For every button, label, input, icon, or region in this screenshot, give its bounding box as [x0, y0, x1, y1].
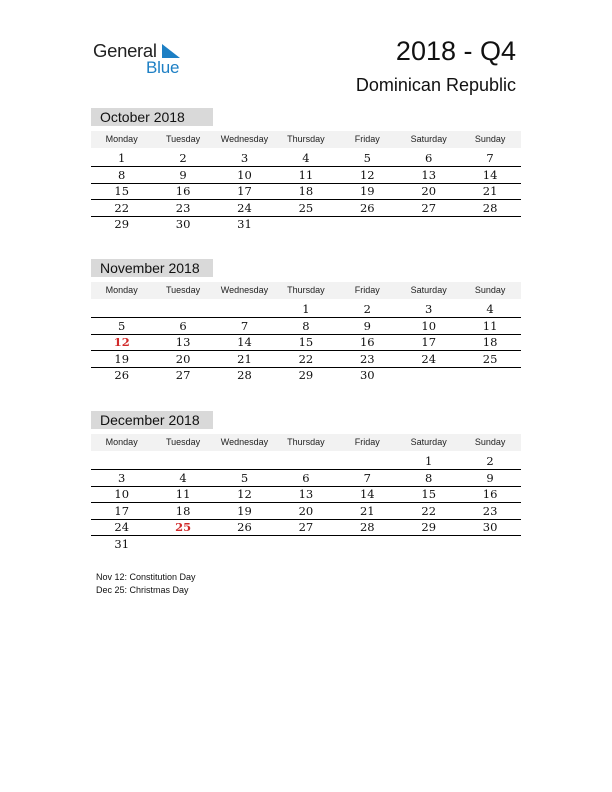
- weekday-label: Friday: [354, 437, 380, 447]
- day-cell: 12: [359, 167, 375, 182]
- weekday-label: Thursday: [287, 437, 325, 447]
- day-cell: 4: [486, 302, 494, 316]
- day-cell: 15: [421, 487, 437, 502]
- day-cell: 29: [114, 217, 130, 232]
- month-title: October 2018: [91, 108, 213, 126]
- day-cell: 5: [240, 470, 249, 485]
- holiday-notes: [96, 571, 196, 596]
- day-cell: 5: [363, 151, 371, 165]
- week-row: [91, 301, 521, 318]
- day-cell: 21: [237, 351, 252, 366]
- week-row: [91, 318, 521, 335]
- weekday-label: Friday: [354, 134, 380, 144]
- logo-text-blue: Blue: [146, 58, 180, 77]
- day-cell: 11: [298, 167, 314, 182]
- day-cell: 13: [421, 167, 437, 182]
- weekday-label: Wednesday: [220, 285, 269, 295]
- day-cell: 24: [237, 200, 252, 215]
- day-cell: 31: [114, 537, 130, 551]
- weekday-header: [91, 131, 521, 148]
- week-row: [91, 334, 521, 351]
- day-cell: 22: [298, 351, 314, 366]
- week-row: [91, 453, 521, 470]
- weekday-label: Wednesday: [220, 437, 269, 447]
- day-cell: 27: [421, 200, 437, 215]
- day-cell: 27: [175, 368, 191, 383]
- day-cell: 20: [175, 351, 191, 366]
- day-cell: 14: [359, 487, 375, 502]
- day-cell: 8: [302, 318, 310, 333]
- day-cell: 22: [421, 503, 437, 518]
- day-cell: 29: [421, 520, 437, 535]
- weekday-label: Monday: [105, 285, 138, 295]
- weekday-label: Sunday: [474, 285, 506, 295]
- day-cell: 5: [118, 318, 126, 333]
- weekday-label: Sunday: [474, 134, 506, 144]
- day-cell: 3: [425, 302, 433, 316]
- week-row: [91, 536, 521, 552]
- day-cell: 20: [298, 503, 314, 518]
- day-cell: 11: [175, 487, 191, 502]
- weekday-header: [91, 282, 521, 299]
- month-block: [91, 259, 521, 386]
- weekday-label: Thursday: [287, 285, 325, 295]
- day-cell: 12: [237, 487, 252, 502]
- day-cell: 17: [114, 503, 130, 518]
- day-cell: 1: [118, 151, 126, 165]
- day-cell: 30: [175, 217, 191, 232]
- month-block: [91, 108, 521, 235]
- week-row: [91, 486, 521, 503]
- weekday-label: Monday: [105, 134, 138, 144]
- day-cell: 21: [359, 503, 375, 518]
- day-cell: 19: [359, 184, 375, 199]
- day-cell: 27: [298, 520, 314, 535]
- weekday-label: Sunday: [474, 437, 506, 447]
- day-cell: 15: [114, 184, 130, 199]
- day-cell: 14: [482, 167, 498, 182]
- logo-text-general: General: [93, 40, 157, 61]
- weekday-label: Wednesday: [220, 134, 269, 144]
- weekday-label: Tuesday: [165, 285, 201, 295]
- day-cell: 25: [298, 200, 314, 215]
- day-cell: 10: [237, 167, 252, 182]
- day-cell: 31: [237, 217, 252, 232]
- week-row: [91, 470, 521, 487]
- day-cell: 23: [175, 200, 191, 215]
- day-cell: 18: [175, 503, 191, 518]
- day-cell: 28: [359, 520, 375, 535]
- weekday-label: Saturday: [410, 437, 447, 447]
- day-cell: 9: [486, 470, 494, 485]
- week-row: [91, 216, 521, 232]
- weekday-label: Thursday: [287, 134, 325, 144]
- day-cell: 11: [482, 318, 498, 333]
- week-row: [91, 150, 521, 167]
- page-title: 2018 - Q4: [395, 36, 516, 66]
- day-cell: 3: [118, 470, 126, 485]
- holiday-day-cell: 12: [113, 335, 130, 350]
- day-cell: 17: [421, 335, 437, 350]
- day-cell: 4: [179, 470, 187, 485]
- day-cell: 19: [237, 503, 252, 518]
- day-cell: 23: [482, 503, 498, 518]
- day-cell: 21: [482, 184, 498, 199]
- month-title: November 2018: [91, 259, 213, 277]
- day-cell: 2: [486, 454, 494, 468]
- month-block: [91, 411, 521, 555]
- holiday-note: Dec 25: Christmas Day: [96, 584, 189, 595]
- day-cell: 16: [482, 487, 498, 502]
- day-cell: 3: [240, 151, 249, 165]
- day-cell: 26: [114, 368, 130, 383]
- country-name: Dominican Republic: [355, 75, 516, 95]
- day-cell: 30: [359, 368, 375, 383]
- weekday-label: Tuesday: [165, 134, 201, 144]
- weekday-label: Saturday: [410, 134, 447, 144]
- day-cell: 30: [482, 520, 498, 535]
- day-cell: 15: [298, 335, 314, 350]
- day-cell: 7: [363, 470, 371, 485]
- day-cell: 20: [421, 184, 437, 199]
- weekday-label: Friday: [354, 285, 380, 295]
- day-cell: 2: [179, 151, 187, 165]
- month-title: December 2018: [91, 411, 213, 429]
- day-cell: 24: [114, 520, 130, 535]
- day-cell: 7: [240, 318, 249, 333]
- holiday-note: Nov 12: Constitution Day: [96, 572, 196, 582]
- day-cell: 4: [302, 151, 310, 165]
- day-cell: 26: [237, 520, 252, 535]
- week-row: [91, 367, 521, 383]
- day-cell: 17: [237, 184, 252, 199]
- day-cell: 7: [486, 151, 494, 165]
- day-cell: 26: [359, 200, 375, 215]
- day-cell: 28: [482, 200, 498, 215]
- day-cell: 1: [302, 302, 310, 316]
- week-row: [91, 503, 521, 520]
- week-row: [91, 351, 521, 368]
- brand-logo: [93, 40, 188, 80]
- weekday-label: Tuesday: [165, 437, 201, 447]
- weekday-header: [91, 434, 521, 451]
- day-cell: 8: [118, 167, 126, 182]
- day-cell: 9: [179, 167, 187, 182]
- day-cell: 9: [363, 318, 371, 333]
- day-cell: 2: [363, 302, 371, 316]
- day-cell: 22: [114, 200, 130, 215]
- day-cell: 18: [298, 184, 314, 199]
- day-cell: 14: [237, 335, 252, 350]
- day-cell: 16: [359, 335, 375, 350]
- day-cell: 23: [359, 351, 375, 366]
- day-cell: 16: [175, 184, 191, 199]
- day-cell: 25: [482, 351, 498, 366]
- day-cell: 6: [302, 470, 310, 485]
- day-cell: 13: [298, 487, 314, 502]
- day-cell: 10: [421, 318, 437, 333]
- day-cell: 8: [425, 470, 433, 485]
- day-cell: 19: [114, 351, 130, 366]
- day-cell: 18: [482, 335, 498, 350]
- week-row: [91, 183, 521, 200]
- holiday-day-cell: 25: [175, 520, 192, 535]
- day-cell: 10: [114, 487, 130, 502]
- day-cell: 24: [421, 351, 437, 366]
- week-row: [91, 519, 521, 536]
- week-row: [91, 167, 521, 184]
- week-row: [91, 200, 521, 217]
- day-cell: 6: [179, 318, 187, 333]
- day-cell: 13: [175, 335, 191, 350]
- day-cell: 1: [425, 454, 433, 468]
- day-cell: 28: [237, 368, 252, 383]
- weekday-label: Saturday: [410, 285, 447, 295]
- weekday-label: Monday: [105, 437, 138, 447]
- day-cell: 29: [298, 368, 314, 383]
- day-cell: 6: [425, 151, 433, 165]
